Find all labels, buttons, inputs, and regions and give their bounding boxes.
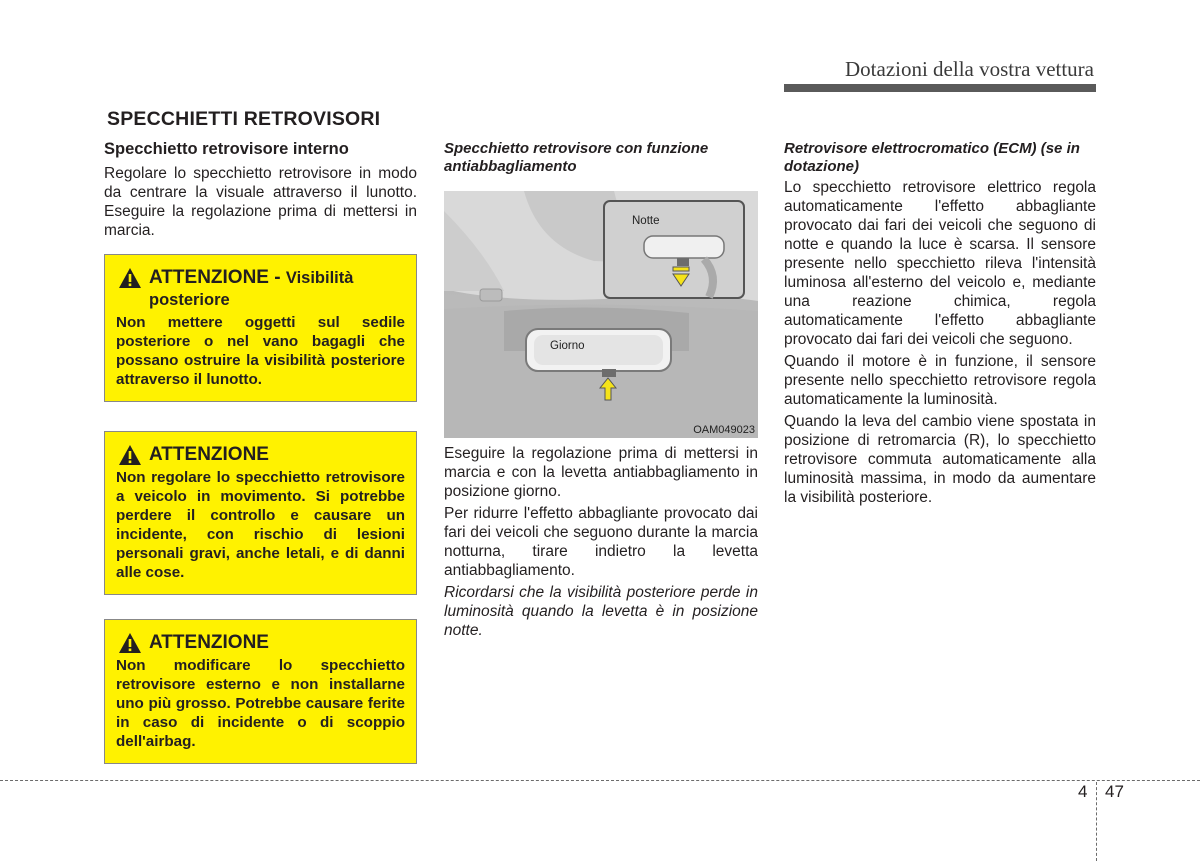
antiglare-para-1: Eseguire la regolazione prima di mettersi in marcia e con la levetta antiabbagliamento in posizione giorno. (444, 445, 758, 500)
warning-body: Non modificare lo specchietto retrovisore esterno e non installarne uno più grosso. Potrebbe causare ferite in caso di incidente o di scoppio dell'airbag. (116, 657, 405, 750)
running-header: Dotazioni della vostra vettura (845, 57, 1094, 81)
ecm-para-3: Quando la leva del cambio viene spostata in posizione di retromarcia (R), lo specchietto retrovisore commuta automaticamente alla luminosità massima, in modo da aumentare la visibilità posteriore. (784, 413, 1096, 506)
chapter-number: 4 (1078, 782, 1088, 801)
arrow-down-icon (672, 266, 690, 288)
warning-body: Non regolare lo specchietto retrovisore a veicolo in movimento. Si potrebbe perdere il controllo e causare un incidente, con rischio di lesioni personali gravi, anche letali, e di danni alle cose. (116, 469, 405, 581)
page-number: 47 (1105, 782, 1124, 801)
figure-code: OAM049023 (693, 424, 755, 436)
label-night: Notte (632, 215, 660, 227)
section-title: SPECCHIETTI RETROVISORI (107, 108, 381, 130)
warning-triangle-icon (118, 632, 142, 654)
warning-box-modify (104, 619, 417, 764)
warning-box-adjust (104, 431, 417, 595)
warning-triangle-icon (118, 267, 142, 289)
arrow-up-icon (599, 377, 617, 401)
warning-title: ATTENZIONE (149, 632, 269, 653)
warning-title: ATTENZIONE (149, 444, 269, 465)
ecm-para-2: Quando il motore è in funzione, il sensore presente nello specchietto retrovisore regola automaticamente la luminosità. (784, 353, 1096, 408)
subheading-interior-mirror: Specchietto retrovisore interno (104, 140, 349, 158)
left-column (104, 140, 417, 240)
warning-box-visibility (104, 254, 417, 402)
warning-title: ATTENZIONE - (149, 267, 281, 288)
right-column (784, 140, 1096, 507)
footer-vertical-rule (1096, 782, 1097, 861)
label-day: Giorno (550, 340, 585, 352)
middle-text-block (444, 444, 758, 640)
antiglare-heading: Specchietto retrovisore con funzione antiabbagliamento (444, 140, 709, 175)
intro-paragraph: Regolare lo specchietto retrovisore in modo da centrare la visuale attraverso il lunotto. Eseguire la regolazione prima di mettersi in marcia. (104, 165, 417, 239)
antiglare-note: Ricordarsi che la visibilità posteriore perde in luminosità quando la levetta è in posizione notte. (444, 584, 758, 639)
ecm-para-1: Lo specchietto retrovisore elettrico regola automaticamente l'effetto abbagliante provocato dai fari dei veicoli che seguono di notte e quando la luce è scarsa. Il sensore presente nello specchietto rileva l'intensità luminosa all'esterno del veicolo e, mediante una reazione chimica, regola automaticamente l'effetto abbagliante provocato dai fari dei veicoli che seguono. (784, 179, 1096, 348)
footer-dashed-rule (0, 780, 1200, 781)
ecm-heading: Retrovisore elettrocromatico (ECM) (se in dotazione) (784, 140, 1080, 175)
middle-heading-block (444, 140, 758, 190)
antiglare-para-2: Per ridurre l'effetto abbagliante provocato dai fari dei veicoli che seguono durante la marcia notturna, tirare indietro la levetta antiabbagliamento. (444, 505, 758, 579)
warning-subtitle: Visibilità posteriore (149, 269, 354, 309)
mirror-illustration (444, 191, 758, 438)
warning-triangle-icon (118, 444, 142, 466)
header-rule (784, 84, 1096, 92)
warning-body: Non mettere oggetti sul sedile posteriore o nel vano bagagli che possano ostruire la visibilità posteriore attraverso il lunotto. (116, 314, 405, 388)
